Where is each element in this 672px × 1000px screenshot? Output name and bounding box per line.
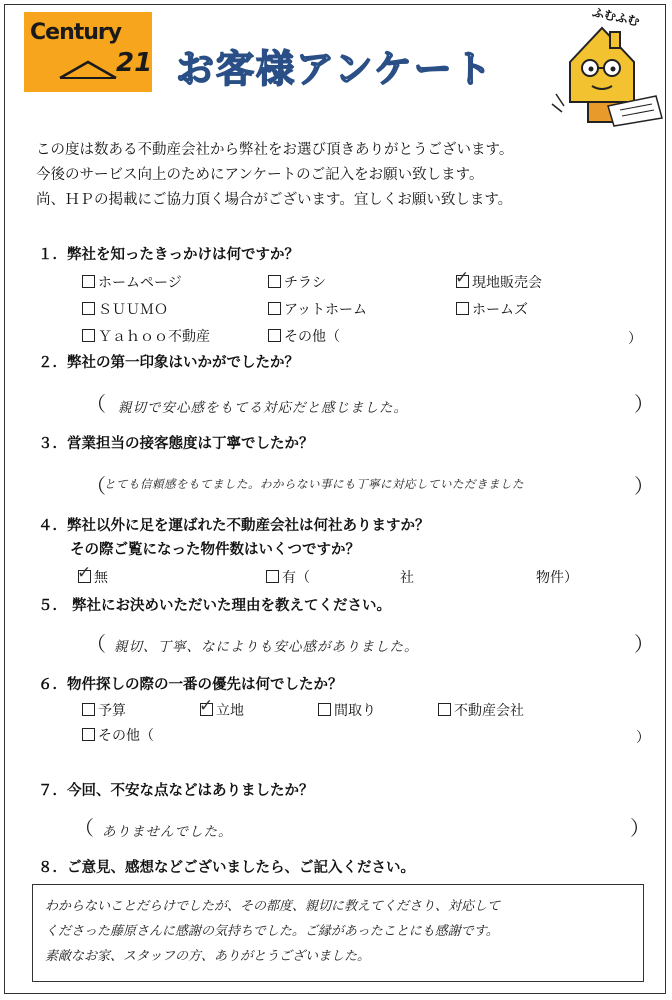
mascot-caption: ふむふむ xyxy=(590,5,641,29)
check-mark-icon: ✓ xyxy=(77,563,92,583)
q4-option-yes[interactable] xyxy=(266,567,310,587)
checkbox[interactable] xyxy=(82,703,95,716)
option-label: チラシ xyxy=(284,275,326,291)
checkbox[interactable] xyxy=(318,703,331,716)
q6-option-other[interactable] xyxy=(82,725,154,745)
option-label: Ｙａｈｏｏ不動産 xyxy=(98,329,210,345)
option-label: 予算 xyxy=(98,703,126,719)
check-mark-icon: ✓ xyxy=(455,268,470,288)
checkbox[interactable] xyxy=(82,302,95,315)
comment-line: くださった藤原さんに感謝の気持ちでした。ご縁があったことにも感謝です。 xyxy=(45,924,499,939)
q4-unit-company: 社 xyxy=(400,570,414,586)
question-7: ７．今回、不安な点などはありましたか？ xyxy=(38,783,314,799)
q1-option-athome[interactable] xyxy=(268,299,367,319)
question-2: ２．弊社の第一印象はいかがでしたか？ xyxy=(38,355,299,371)
q1-option-homes[interactable] xyxy=(456,299,528,319)
check-mark-icon: ✓ xyxy=(199,696,214,716)
q1-option-other[interactable] xyxy=(268,326,340,346)
option-label: ＳＵＵＭＯ xyxy=(98,302,168,318)
checkbox[interactable] xyxy=(82,329,95,342)
option-label: アットホーム xyxy=(284,302,368,318)
option-label: 無 xyxy=(94,570,108,586)
paren-open: （ xyxy=(86,392,106,416)
q6-option-agency[interactable] xyxy=(438,700,524,720)
q6-other-paren-close: ） xyxy=(636,730,650,746)
checkbox-checked[interactable] xyxy=(77,563,92,583)
intro-line: 今後のサービス向上のためにアンケートのご記入をお願い致します。 xyxy=(36,167,484,183)
paren-close: ） xyxy=(634,474,654,498)
q7-answer[interactable]: ありませんでした。 xyxy=(102,824,233,840)
paren-close: ） xyxy=(634,632,654,656)
intro-line: 尚、ＨＰの掲載にご協力頂く場合がございます。宜しくお願い致します。 xyxy=(36,192,513,208)
intro-line: この度は数ある不動産会社から弊社をお選び頂きありがとうございます。 xyxy=(36,142,514,158)
option-label: 有（ xyxy=(282,570,310,586)
q1-other-paren-close: ） xyxy=(628,331,642,347)
paren-open: （ xyxy=(86,632,106,656)
q1-option-open-house[interactable] xyxy=(455,268,542,292)
q4-unit-property: 物件） xyxy=(536,570,578,586)
q2-answer[interactable]: 親切で安心感をもてる対応だと感じました。 xyxy=(118,400,408,416)
century21-logo xyxy=(24,12,152,92)
question-3: ３．営業担当の接客態度は丁寧でしたか？ xyxy=(38,436,314,452)
checkbox[interactable] xyxy=(82,728,95,741)
option-label: ホームズ xyxy=(472,302,528,318)
checkbox-checked[interactable] xyxy=(455,268,470,288)
question-4-sub: その際ご覧になった物件数はいくつですか？ xyxy=(70,542,360,558)
logo-brand: Century xyxy=(30,20,122,45)
q5-answer[interactable]: 親切、丁寧、なによりも安心感がありました。 xyxy=(114,639,419,655)
paren-close: ） xyxy=(634,392,654,416)
option-label: ホームページ xyxy=(98,275,182,291)
comment-line: わからないことだらけでしたが、その都度、親切に教えてくださり、対応して xyxy=(45,899,501,914)
option-label: 不動産会社 xyxy=(454,703,524,719)
mascot-illustration xyxy=(548,6,666,128)
checkbox[interactable] xyxy=(438,703,451,716)
checkbox-checked[interactable] xyxy=(199,696,214,716)
q4-option-none[interactable] xyxy=(77,563,108,587)
option-label: 間取り xyxy=(334,703,376,719)
checkbox[interactable] xyxy=(266,570,279,583)
q3-answer[interactable]: とても信頼感をもてました。わからない事にも丁寧に対応していただきました xyxy=(104,477,524,491)
q6-option-floorplan[interactable] xyxy=(318,700,376,720)
q1-option-suumo[interactable] xyxy=(82,299,168,319)
question-6: ６．物件探しの際の一番の優先は何でしたか？ xyxy=(38,677,343,693)
checkbox[interactable] xyxy=(82,275,95,288)
question-5: ５． 弊社にお決めいただいた理由を教えてください。 xyxy=(38,598,392,614)
q6-option-budget[interactable] xyxy=(82,700,126,720)
checkbox[interactable] xyxy=(268,275,281,288)
checkbox[interactable] xyxy=(268,302,281,315)
page-title: お客様アンケート xyxy=(176,47,494,91)
comment-line: 素敵なお家、スタッフの方、ありがとうございました。 xyxy=(45,949,371,964)
option-label: その他（ xyxy=(98,728,154,744)
question-4: ４．弊社以外に足を運ばれた不動産会社は何社ありますか？ xyxy=(38,518,430,534)
paren-open: （ xyxy=(74,816,94,840)
mascot-house-character-icon xyxy=(548,6,666,128)
question-1: １．弊社を知ったきっかけは何ですか？ xyxy=(38,247,299,263)
q1-option-flyer[interactable] xyxy=(268,272,326,292)
q6-option-location[interactable] xyxy=(199,696,244,720)
paren-open: （ xyxy=(86,474,106,498)
q1-option-yahoo[interactable] xyxy=(82,326,210,346)
option-label: 立地 xyxy=(216,703,244,719)
paren-close: ） xyxy=(630,816,650,840)
question-8: ８．ご意見、感想などございましたら、ご記入ください。 xyxy=(38,860,415,876)
checkbox[interactable] xyxy=(268,329,281,342)
option-label: 現地販売会 xyxy=(472,275,542,291)
intro-text xyxy=(36,138,513,213)
checkbox[interactable] xyxy=(456,302,469,315)
q1-option-homepage[interactable] xyxy=(82,272,182,292)
house-roof-icon xyxy=(58,58,118,80)
comment-box[interactable] xyxy=(32,884,644,982)
logo-number: 21 xyxy=(116,48,153,78)
option-label: その他（ xyxy=(284,329,340,345)
